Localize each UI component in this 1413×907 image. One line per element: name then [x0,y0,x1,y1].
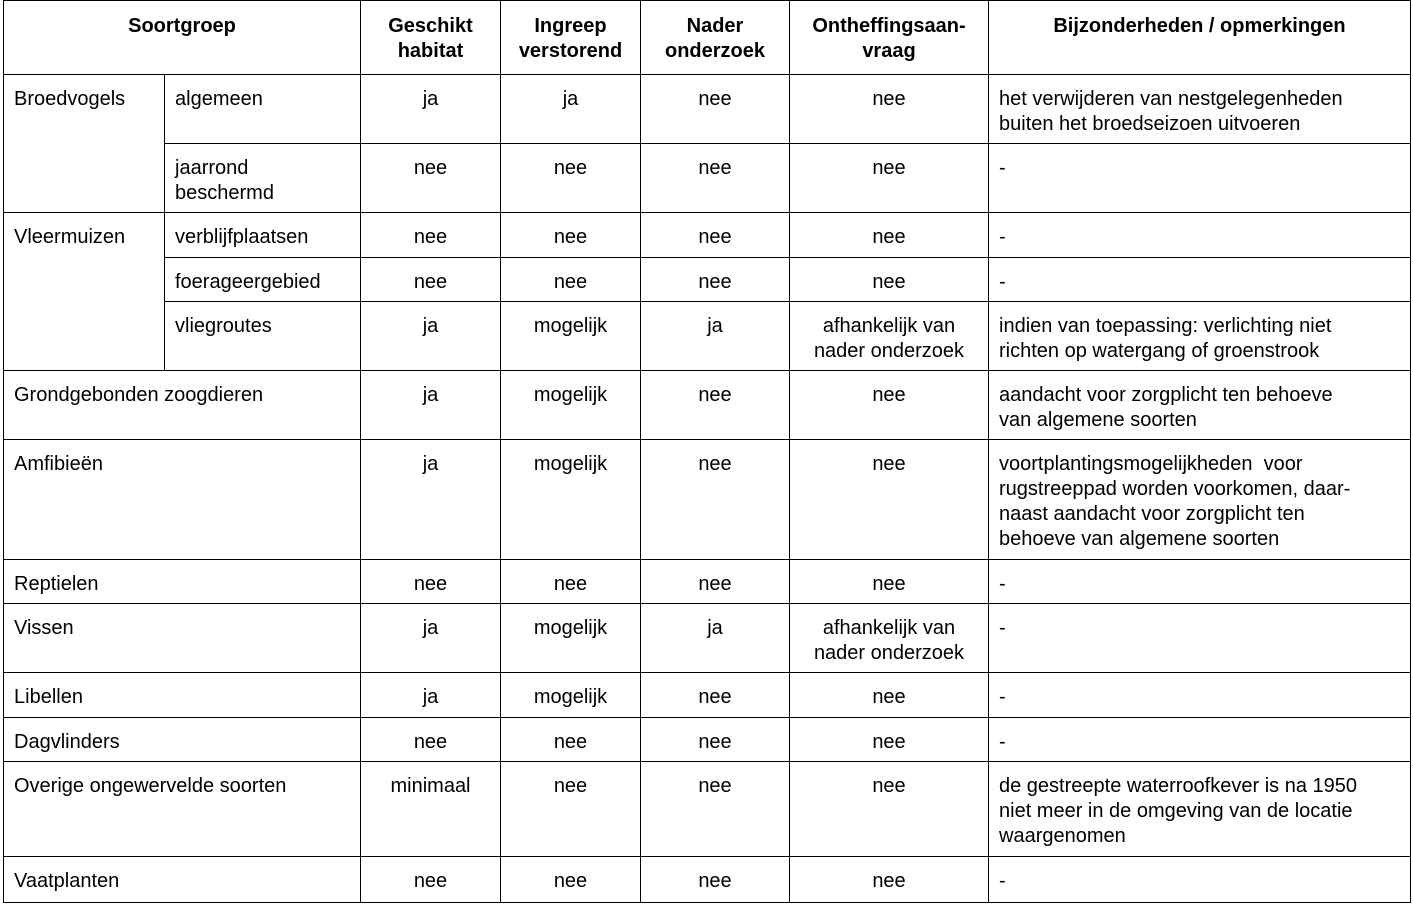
opmerking-cell: - [989,258,1411,302]
ingreep-cell: nee [501,213,641,258]
table-row [4,258,1411,302]
nader-cell: nee [641,673,790,718]
opmerking-cell: - [989,857,1411,903]
table-row [4,718,1411,762]
header-geschikt-habitat: Geschikt habitat [361,1,501,75]
nader-cell: nee [641,560,790,604]
ontheffing-cell: afhankelijk van nader onderzoek [790,302,989,371]
ingreep-cell: mogelijk [501,440,641,560]
table-row [4,75,1411,144]
opmerking-cell: indien van toepassing: verlichting niet richten op watergang of groenstrook [989,302,1411,371]
geschikt-cell: nee [361,258,501,302]
group-cell: Overige ongewervelde soorten [4,762,361,857]
geschikt-cell: nee [361,857,501,903]
geschikt-cell: nee [361,144,501,213]
nader-cell: nee [641,440,790,560]
opmerking-cell: - [989,673,1411,718]
table-row [4,144,1411,213]
ingreep-cell: mogelijk [501,604,641,673]
ingreep-cell: mogelijk [501,673,641,718]
geschikt-cell: ja [361,673,501,718]
table-row [4,302,1411,371]
group-cell: Libellen [4,673,361,718]
opmerking-cell: de gestreepte waterroofkever is na 1950 niet meer in de omgeving van de locatie waargenomen [989,762,1411,857]
opmerking-cell: voortplantingsmogelijkheden voor rugstreeppad worden voorkomen, daar- naast aandacht voor zorgplicht ten behoeve van algemene soorten [989,440,1411,560]
ingreep-cell: nee [501,857,641,903]
ontheffing-cell: nee [790,762,989,857]
ontheffing-cell: nee [790,718,989,762]
nader-cell: ja [641,302,790,371]
ontheffing-cell: nee [790,560,989,604]
geschikt-cell: nee [361,560,501,604]
table-row [4,371,1411,440]
group-cell: Reptielen [4,560,361,604]
table-row [4,560,1411,604]
nader-cell: nee [641,371,790,440]
header-nader-onderzoek: Nader onderzoek [641,1,790,75]
opmerking-cell: - [989,718,1411,762]
subgroup-cell: vliegroutes [165,302,361,371]
header-ontheffingsaanvraag: Ontheffingsaan- vraag [790,1,989,75]
opmerking-cell: - [989,560,1411,604]
nader-cell: nee [641,258,790,302]
ingreep-cell: nee [501,718,641,762]
group-cell: Broedvogels [4,75,165,213]
ontheffing-cell: nee [790,440,989,560]
ontheffing-cell: nee [790,857,989,903]
nader-cell: nee [641,75,790,144]
subgroup-cell: algemeen [165,75,361,144]
opmerking-cell: - [989,604,1411,673]
group-cell: Dagvlinders [4,718,361,762]
table-row [4,673,1411,718]
geschikt-cell: ja [361,440,501,560]
opmerking-cell: - [989,213,1411,258]
header-soortgroep: Soortgroep [4,1,361,75]
opmerking-cell: het verwijderen van nestgelegenheden buiten het broedseizoen uitvoeren [989,75,1411,144]
nader-cell: nee [641,213,790,258]
table-row [4,857,1411,903]
table-row [4,762,1411,857]
ingreep-cell: nee [501,560,641,604]
ontheffing-cell: nee [790,673,989,718]
geschikt-cell: ja [361,371,501,440]
ontheffing-cell: nee [790,371,989,440]
geschikt-cell: ja [361,302,501,371]
table-row [4,440,1411,560]
ingreep-cell: mogelijk [501,302,641,371]
group-cell: Vissen [4,604,361,673]
geschikt-cell: nee [361,213,501,258]
subgroup-cell: verblijfplaatsen [165,213,361,258]
opmerking-cell: - [989,144,1411,213]
subgroup-cell: jaarrond beschermd [165,144,361,213]
ontheffing-cell: nee [790,75,989,144]
nader-cell: ja [641,604,790,673]
ingreep-cell: mogelijk [501,371,641,440]
nader-cell: nee [641,144,790,213]
species-table [3,0,1411,903]
ontheffing-cell: nee [790,144,989,213]
group-cell: Grondgebonden zoogdieren [4,371,361,440]
subgroup-cell: foerageergebied [165,258,361,302]
geschikt-cell: minimaal [361,762,501,857]
opmerking-cell: aandacht voor zorgplicht ten behoeve van algemene soorten [989,371,1411,440]
nader-cell: nee [641,718,790,762]
table-row [4,213,1411,258]
table-row [4,604,1411,673]
ingreep-cell: nee [501,762,641,857]
nader-cell: nee [641,762,790,857]
group-cell: Vleermuizen [4,213,165,371]
ingreep-cell: ja [501,75,641,144]
geschikt-cell: ja [361,75,501,144]
group-cell: Vaatplanten [4,857,361,903]
ontheffing-cell: nee [790,213,989,258]
header-bijzonderheden: Bijzonderheden / opmerkingen [989,1,1411,75]
ontheffing-cell: nee [790,258,989,302]
ontheffing-cell: afhankelijk van nader onderzoek [790,604,989,673]
geschikt-cell: ja [361,604,501,673]
nader-cell: nee [641,857,790,903]
header-row [4,1,1411,75]
geschikt-cell: nee [361,718,501,762]
ingreep-cell: nee [501,258,641,302]
group-cell: Amfibieën [4,440,361,560]
ingreep-cell: nee [501,144,641,213]
header-ingreep-verstorend: Ingreep verstorend [501,1,641,75]
